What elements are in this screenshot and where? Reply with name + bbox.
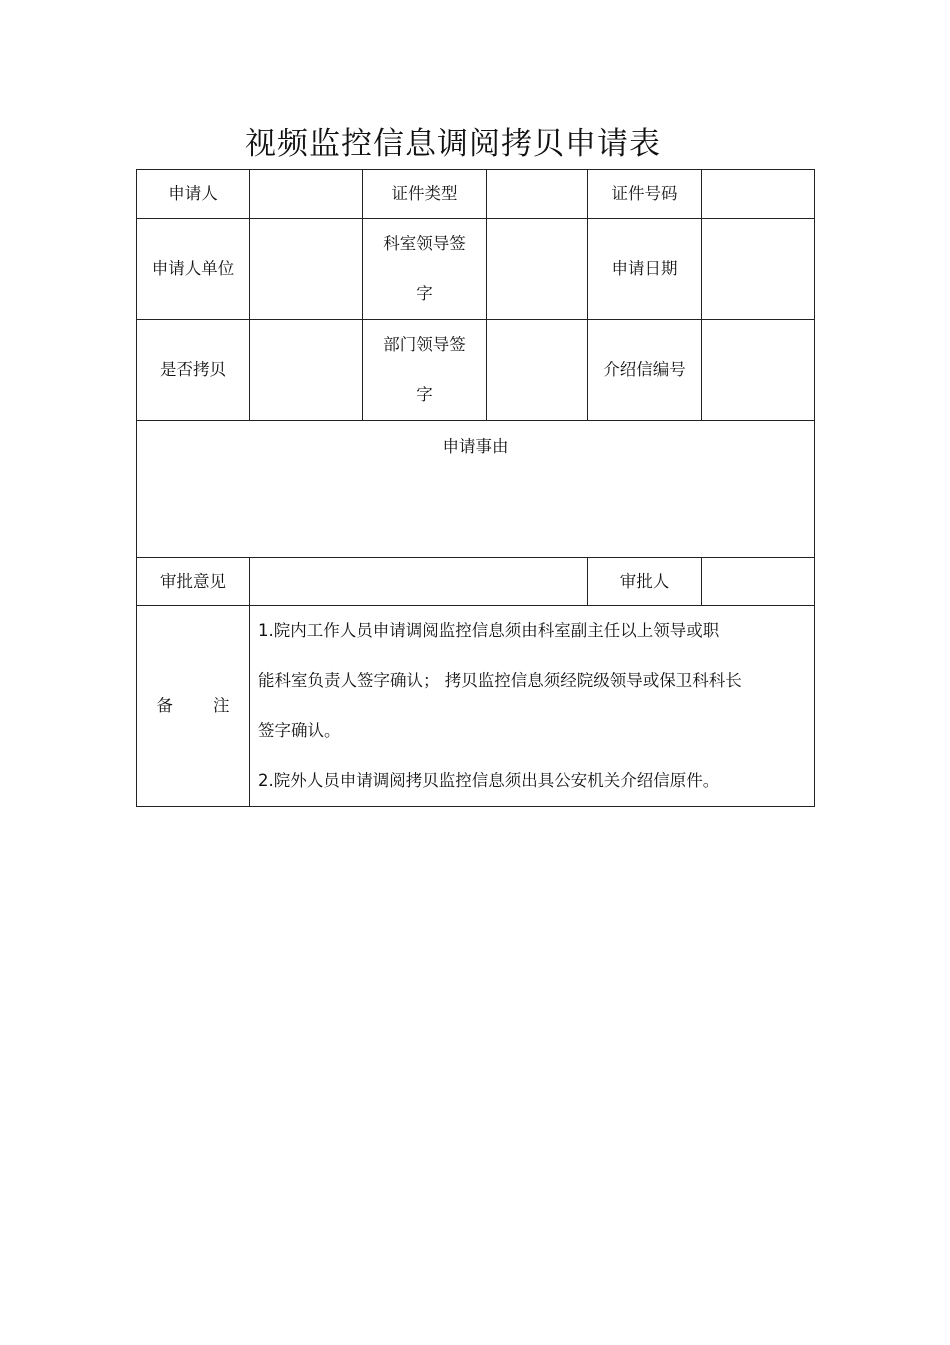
reason-label: 申请事由 xyxy=(442,437,509,456)
reason-cell[interactable] xyxy=(137,421,815,558)
approver-label: 审批人 xyxy=(588,558,702,606)
applicant-label: 申请人 xyxy=(137,170,250,219)
remarks-label-char2: 注 xyxy=(213,696,230,715)
remark-line-1: 1.院内工作人员申请调阅监控信息须由科室副主任以上领导或职 xyxy=(258,621,720,640)
remark-line-3: 签字确认。 xyxy=(258,721,341,740)
form-title: 视频监控信息调阅拷贝申请表 xyxy=(245,126,661,162)
section-leader-sign-label-line1: 科室领导签 xyxy=(383,234,466,253)
remark-line-2: 能科室负责人签字确认； 拷贝监控信息须经院级领导或保卫科科长 xyxy=(258,671,742,690)
dept-leader-sign-label xyxy=(363,320,487,421)
section-leader-sign-label xyxy=(363,219,487,320)
apply-date-value[interactable] xyxy=(702,219,815,320)
dept-leader-sign-label-line2: 字 xyxy=(416,385,433,404)
table-row xyxy=(137,320,815,421)
dept-leader-sign-value[interactable] xyxy=(487,320,588,421)
remarks-label xyxy=(137,606,250,807)
intro-letter-no-label: 介绍信编号 xyxy=(588,320,702,421)
table-row xyxy=(137,421,815,558)
remark-line-4: 2.院外人员申请调阅拷贝监控信息须出具公安机关介绍信原件。 xyxy=(258,771,720,790)
apply-date-label: 申请日期 xyxy=(588,219,702,320)
dept-leader-sign-label-line1: 部门领导签 xyxy=(383,335,466,354)
intro-letter-no-value[interactable] xyxy=(702,320,815,421)
table-row xyxy=(137,170,815,219)
applicant-unit-value[interactable] xyxy=(250,219,363,320)
remarks-label-char1: 备 xyxy=(156,696,173,715)
section-leader-sign-label-line2: 字 xyxy=(416,284,433,303)
application-form-table xyxy=(136,169,815,807)
table-row xyxy=(137,558,815,606)
table-row xyxy=(137,606,815,807)
applicant-unit-label: 申请人单位 xyxy=(137,219,250,320)
copy-or-not-value[interactable] xyxy=(250,320,363,421)
approver-value[interactable] xyxy=(702,558,815,606)
applicant-value[interactable] xyxy=(250,170,363,219)
id-type-value[interactable] xyxy=(487,170,588,219)
approval-opinion-value[interactable] xyxy=(250,558,588,606)
id-number-label: 证件号码 xyxy=(588,170,702,219)
table-row xyxy=(137,219,815,320)
remarks-content xyxy=(250,606,815,807)
id-number-value[interactable] xyxy=(702,170,815,219)
section-leader-sign-value[interactable] xyxy=(487,219,588,320)
copy-or-not-label: 是否拷贝 xyxy=(137,320,250,421)
approval-opinion-label: 审批意见 xyxy=(137,558,250,606)
id-type-label: 证件类型 xyxy=(363,170,487,219)
